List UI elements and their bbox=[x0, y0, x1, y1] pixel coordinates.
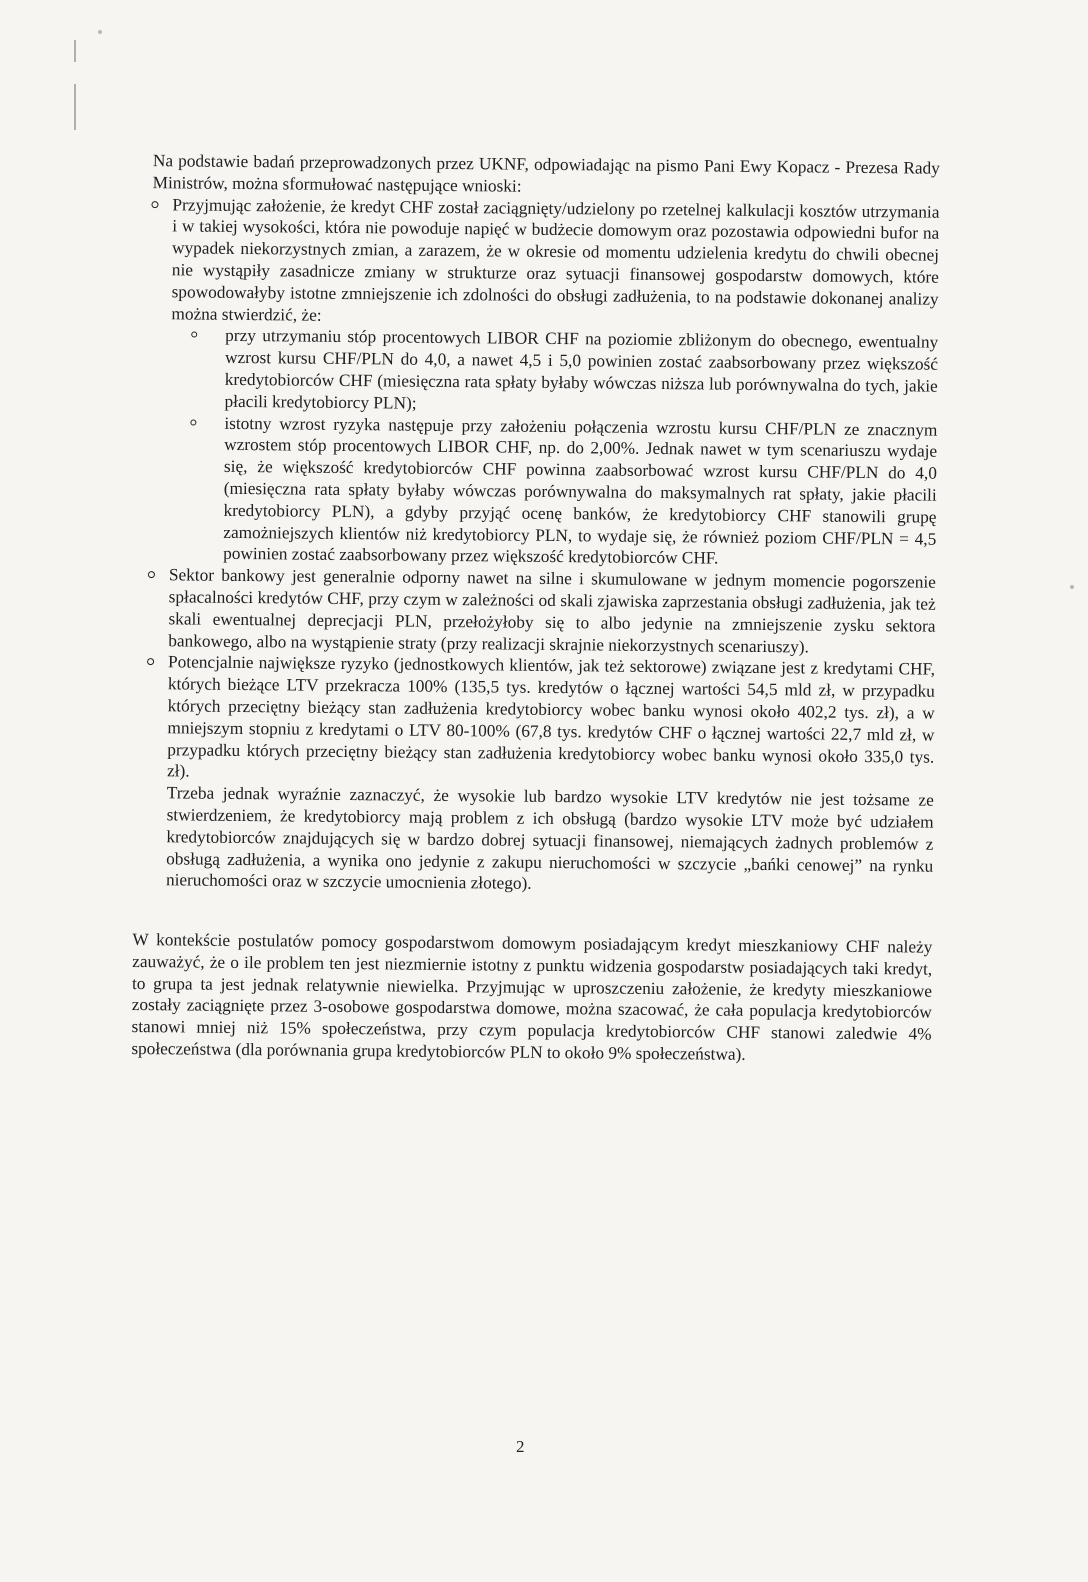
page-number: 2 bbox=[516, 1437, 525, 1456]
sub-conclusions-list bbox=[169, 325, 938, 572]
bullet-circle-icon bbox=[190, 419, 196, 425]
conclusion-text: Sektor bankowy jest generalnie odporny nawet na silne i skumulowane w jednym momencie pogorszenie spłacalności kredytów CHF, przy czym w zależności od skali zjawiska zaprzestania obsługi zadłużenia, jak też skali ewentualnej deprecjacji PLN, przełożyłoby się to albo jedynie na zmniejszenie zysku sektora bankowego, albo na wystąpienie straty (przy realizacji skrajnie niekorzystnych scenariuszy). bbox=[168, 565, 936, 656]
conclusion-item-3 bbox=[146, 651, 935, 898]
conclusion-text: Potencjalnie największe ryzyko (jednostkowych klientów, jak też sektorowe) związane jest z kredytami CHF, których bieżące LTV przekracza 100% (135,5 tys. kredytów o łącznej wartości 54,5 mld zł, w przypadku których przeciętny bieżący stan zadłużenia kredytobiorcy wobec banku wynosi około 402,2 tys. zł), a w mniejszym stopniu z kredytami o LTV 80-100% (67,8 tys. kredytów CHF o łącznej wartości 22,7 mld zł, w przypadku których przeciętny bieżący stan zadłużenia kredytobiorcy wobec banku wynosi około 335,0 tys. zł). bbox=[166, 652, 936, 781]
document-page bbox=[131, 150, 940, 1068]
sub-conclusion-text: przy utrzymaniu stóp procentowych LIBOR CHF na poziomie zbliżonym do obecnego, ewentualny wzrost kursu CHF/PLN do 4,0, a nawet 4,5 i 5,0 powinien zostać zaabsorbowany przez większość kredytobiorców CHF (miesięczna rata spłaty byłaby wówczas niższa lub porównywalna do tych, jakie płacili kredytobiorcy PLN); bbox=[224, 326, 939, 413]
intro-paragraph: Na podstawie badań przeprowadzonych przez UKNF, odpowiadając na pismo Pani Ewy Kopacz - Prezesa Rady Ministrów, można sformułować następujące wnioski: bbox=[152, 151, 940, 196]
conclusion-item-2 bbox=[148, 564, 936, 659]
bullet-circle-icon bbox=[148, 571, 155, 578]
scan-speck bbox=[98, 30, 102, 34]
sub-conclusion-item-2 bbox=[187, 412, 937, 572]
scan-margin-marks bbox=[74, 40, 76, 130]
conclusions-list bbox=[133, 194, 940, 899]
closing-paragraph: W kontekście postulatów pomocy gospodarstwom domowym posiadającym kredyt mieszkaniowy CHF należy zauważyć, że o ile problem ten jest niezmiernie istotny z punktu widzenia gospodarstw posiadających taki kredyt, to grupa ta jest jednak relatywnie niewielka. Przyjmując w uproszczeniu założenie, że kredyty mieszkaniowe zostały zaciągnięte przez 3-osobowe gospodarstwa domowe, można szacować, że cała populacja kredytobiorców stanowi mniej niż 15% społeczeństwa, przy czym populacja kredytobiorców CHF stanowi zaledwie 4% społeczeństwa (dla porównania grupa kredytobiorców PLN to około 9% społeczeństwa). bbox=[131, 930, 933, 1064]
conclusion-item-1 bbox=[149, 194, 940, 572]
bullet-circle-icon bbox=[191, 332, 197, 338]
sub-conclusion-text: istotny wzrost ryzyka następuje przy założeniu połączenia wzrostu kursu CHF/PLN ze znacznym wzrostem stóp procentowych LIBOR CHF, np. do 2,00%. Jednak nawet w tym scenariuszu wydaje się, że większość kredytobiorców CHF powinna zaabsorbować wzrost kursu CHF/PLN do 4,0 (miesięczna rata spłaty byłaby wówczas porównywalna do maksymalnych rat spłaty, jakie płacili kredytobiorcy PLN), a gdyby przyjąć ocenę banków, że kredytobiorcy CHF stanowili grupę zamożniejszych klientów niż kredytobiorcy PLN, to wydaje się, że również poziom CHF/PLN = 4,5 powinien zostać zaabsorbowany przez większość kredytobiorców CHF. bbox=[223, 413, 938, 568]
bullet-circle-icon bbox=[147, 658, 154, 665]
sub-conclusion-item-1 bbox=[188, 325, 938, 419]
bullet-circle-icon bbox=[151, 201, 158, 208]
conclusion-follow-up: Trzeba jednak wyraźnie zaznaczyć, że wysokie lub bardzo wysokie LTV kredytów nie jest tożsame ze stwierdzeniem, że kredytobiorcy mają problem z ich obsługą (bardzo wysokie LTV może być udziałem kredytobiorców znajdujących się w bardzo dobrej sytuacji finansowej, niemających żadnych problemów z obsługą zadłużenia, a wynika ono jedynie z zakupu nieruchomości w szczycie „bańki cenowej” na rynku nieruchomości oraz w szczycie umocnienia złotego). bbox=[165, 783, 934, 894]
scan-speck bbox=[1070, 585, 1074, 589]
conclusion-text: Przyjmując założenie, że kredyt CHF został zaciągnięty/udzielony po rzetelnej kalkulacji kosztów utrzymania i w takiej wysokości, która nie powoduje napięć w budżecie domowym oraz pozostawia odpowiedni bufor na wypadek niekorzystnych zmian, a zarazem, że w okresie od momentu udzielenia kredytu do chwili obecnej nie wystąpiły zasadnicze zmiany w strukturze oraz sytuacji finansowej gospodarstw domowych, które spowodowałyby istotne zmniejszenie ich zdolności do obsługi zadłużenia, to na podstawie dokonanej analizy można stwierdzić, że: bbox=[171, 194, 940, 325]
